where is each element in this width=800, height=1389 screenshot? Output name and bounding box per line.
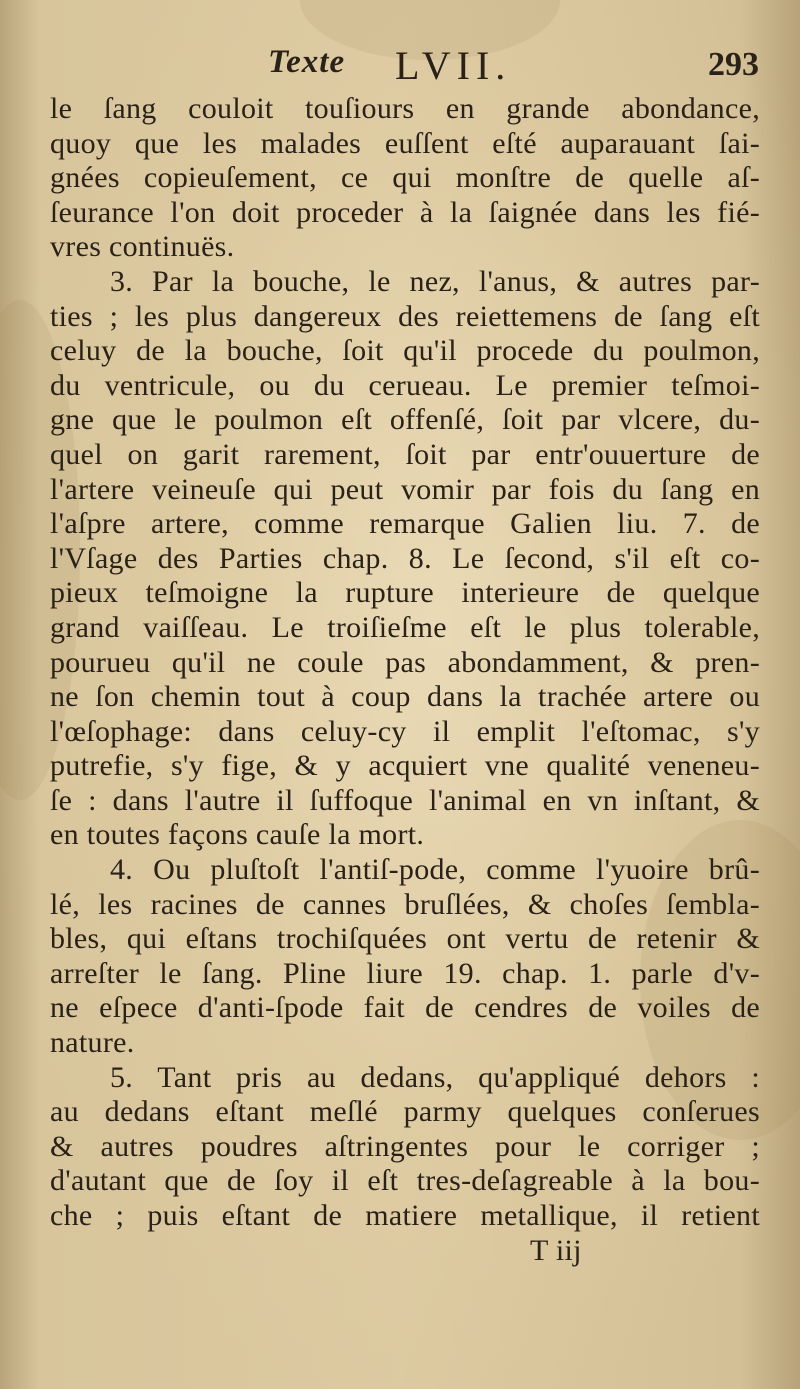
paragraph-5-start: 5. Tant pris au dedans, qu'appliqué dehors : [110,1060,760,1094]
paragraph-4-start: 4. Ou pluſtoſt l'antiſ-pode, comme l'yuoire brû- [110,853,760,887]
text-line: bles, qui eſtans trochiſquées ont vertu de retenir & [50,922,760,956]
text-line: au dedans eſtant meſlé parmy quelques conſerues [50,1095,760,1129]
text-line: en toutes façons cauſe la mort. [50,818,425,852]
paragraph-3-start: 3. Par la bouche, le nez, l'anus, & autres par- [110,264,760,298]
header-text-number: LVII. [395,43,512,88]
text-line: le ſang couloit touſiours en grande abondance, [50,92,760,125]
header-title: Texte [268,44,346,80]
text-line: celuy de la bouche, ſoit qu'il procede du poulmon, [50,334,760,368]
text-line: putrefie, s'y fige, & y acquiert vne qualité veneneu- [50,749,760,783]
body-text [50,92,760,1268]
text-line: l'artere veineuſe qui peut vomir par fois du ſang en [50,472,760,506]
text-line: quoy que les malades euſſent eſté auparauant ſai- [50,126,760,160]
running-header [0,44,800,96]
text-line: grand vaiſſeau. Le troiſieſme eſt le plus tolerable, [50,610,760,644]
text-line: pourueu qu'il ne coule pas abondamment, & pren- [50,645,760,679]
text-line: vres continuës. [50,230,235,264]
text-line: ſeurance l'on doit proceder à la ſaignée dans les fié- [50,195,760,229]
text-line: d'autant que de ſoy il eſt tres-deſagreable à la bou- [50,1164,760,1198]
text-line: che ; puis eſtant de matiere metallique, il retient [50,1199,760,1232]
text-line: ne eſpece d'anti-ſpode fait de cendres de voiles de [50,991,760,1025]
text-line: pieux teſmoigne la rupture interieure de quelque [50,576,760,610]
text-line: gnées copieuſement, ce qui monſtre de quelle aſ- [50,161,760,195]
text-line: nature. [50,1026,135,1060]
text-line: l'aſpre artere, comme remarque Galien liu. 7. de [50,507,760,541]
text-line: ne ſon chemin tout à coup dans la trachée artere ou [50,680,760,714]
page-number: 293 [708,46,759,83]
text-line: du ventricule, ou du cerueau. Le premier teſmoi- [50,368,760,402]
text-line: arreſter le ſang. Pline liure 19. chap. 1. parle d'v- [50,956,760,990]
text-line: quel on garit rarement, ſoit par entr'ouuerture de [50,437,760,471]
text-line: & autres poudres aſtringentes pour le corriger ; [50,1129,760,1163]
text-line: ſe : dans l'autre il ſuffoque l'animal en vn inſtant, & [50,783,760,817]
text-line: ties ; les plus dangereux des reiettemens de ſang eſt [50,299,760,333]
text-line: l'Vſage des Parties chap. 8. Le ſecond, s'il eſt co- [50,541,760,575]
signature-mark: T iij [530,1233,582,1267]
text-line: lé, les racines de cannes bruſlées, & choſes ſembla- [50,887,760,921]
text-line: l'œſophage: dans celuy-cy il emplit l'eſtomac, s'y [50,714,760,748]
text-line: gne que le poulmon eſt offenſé, ſoit par vlcere, du- [50,403,760,437]
